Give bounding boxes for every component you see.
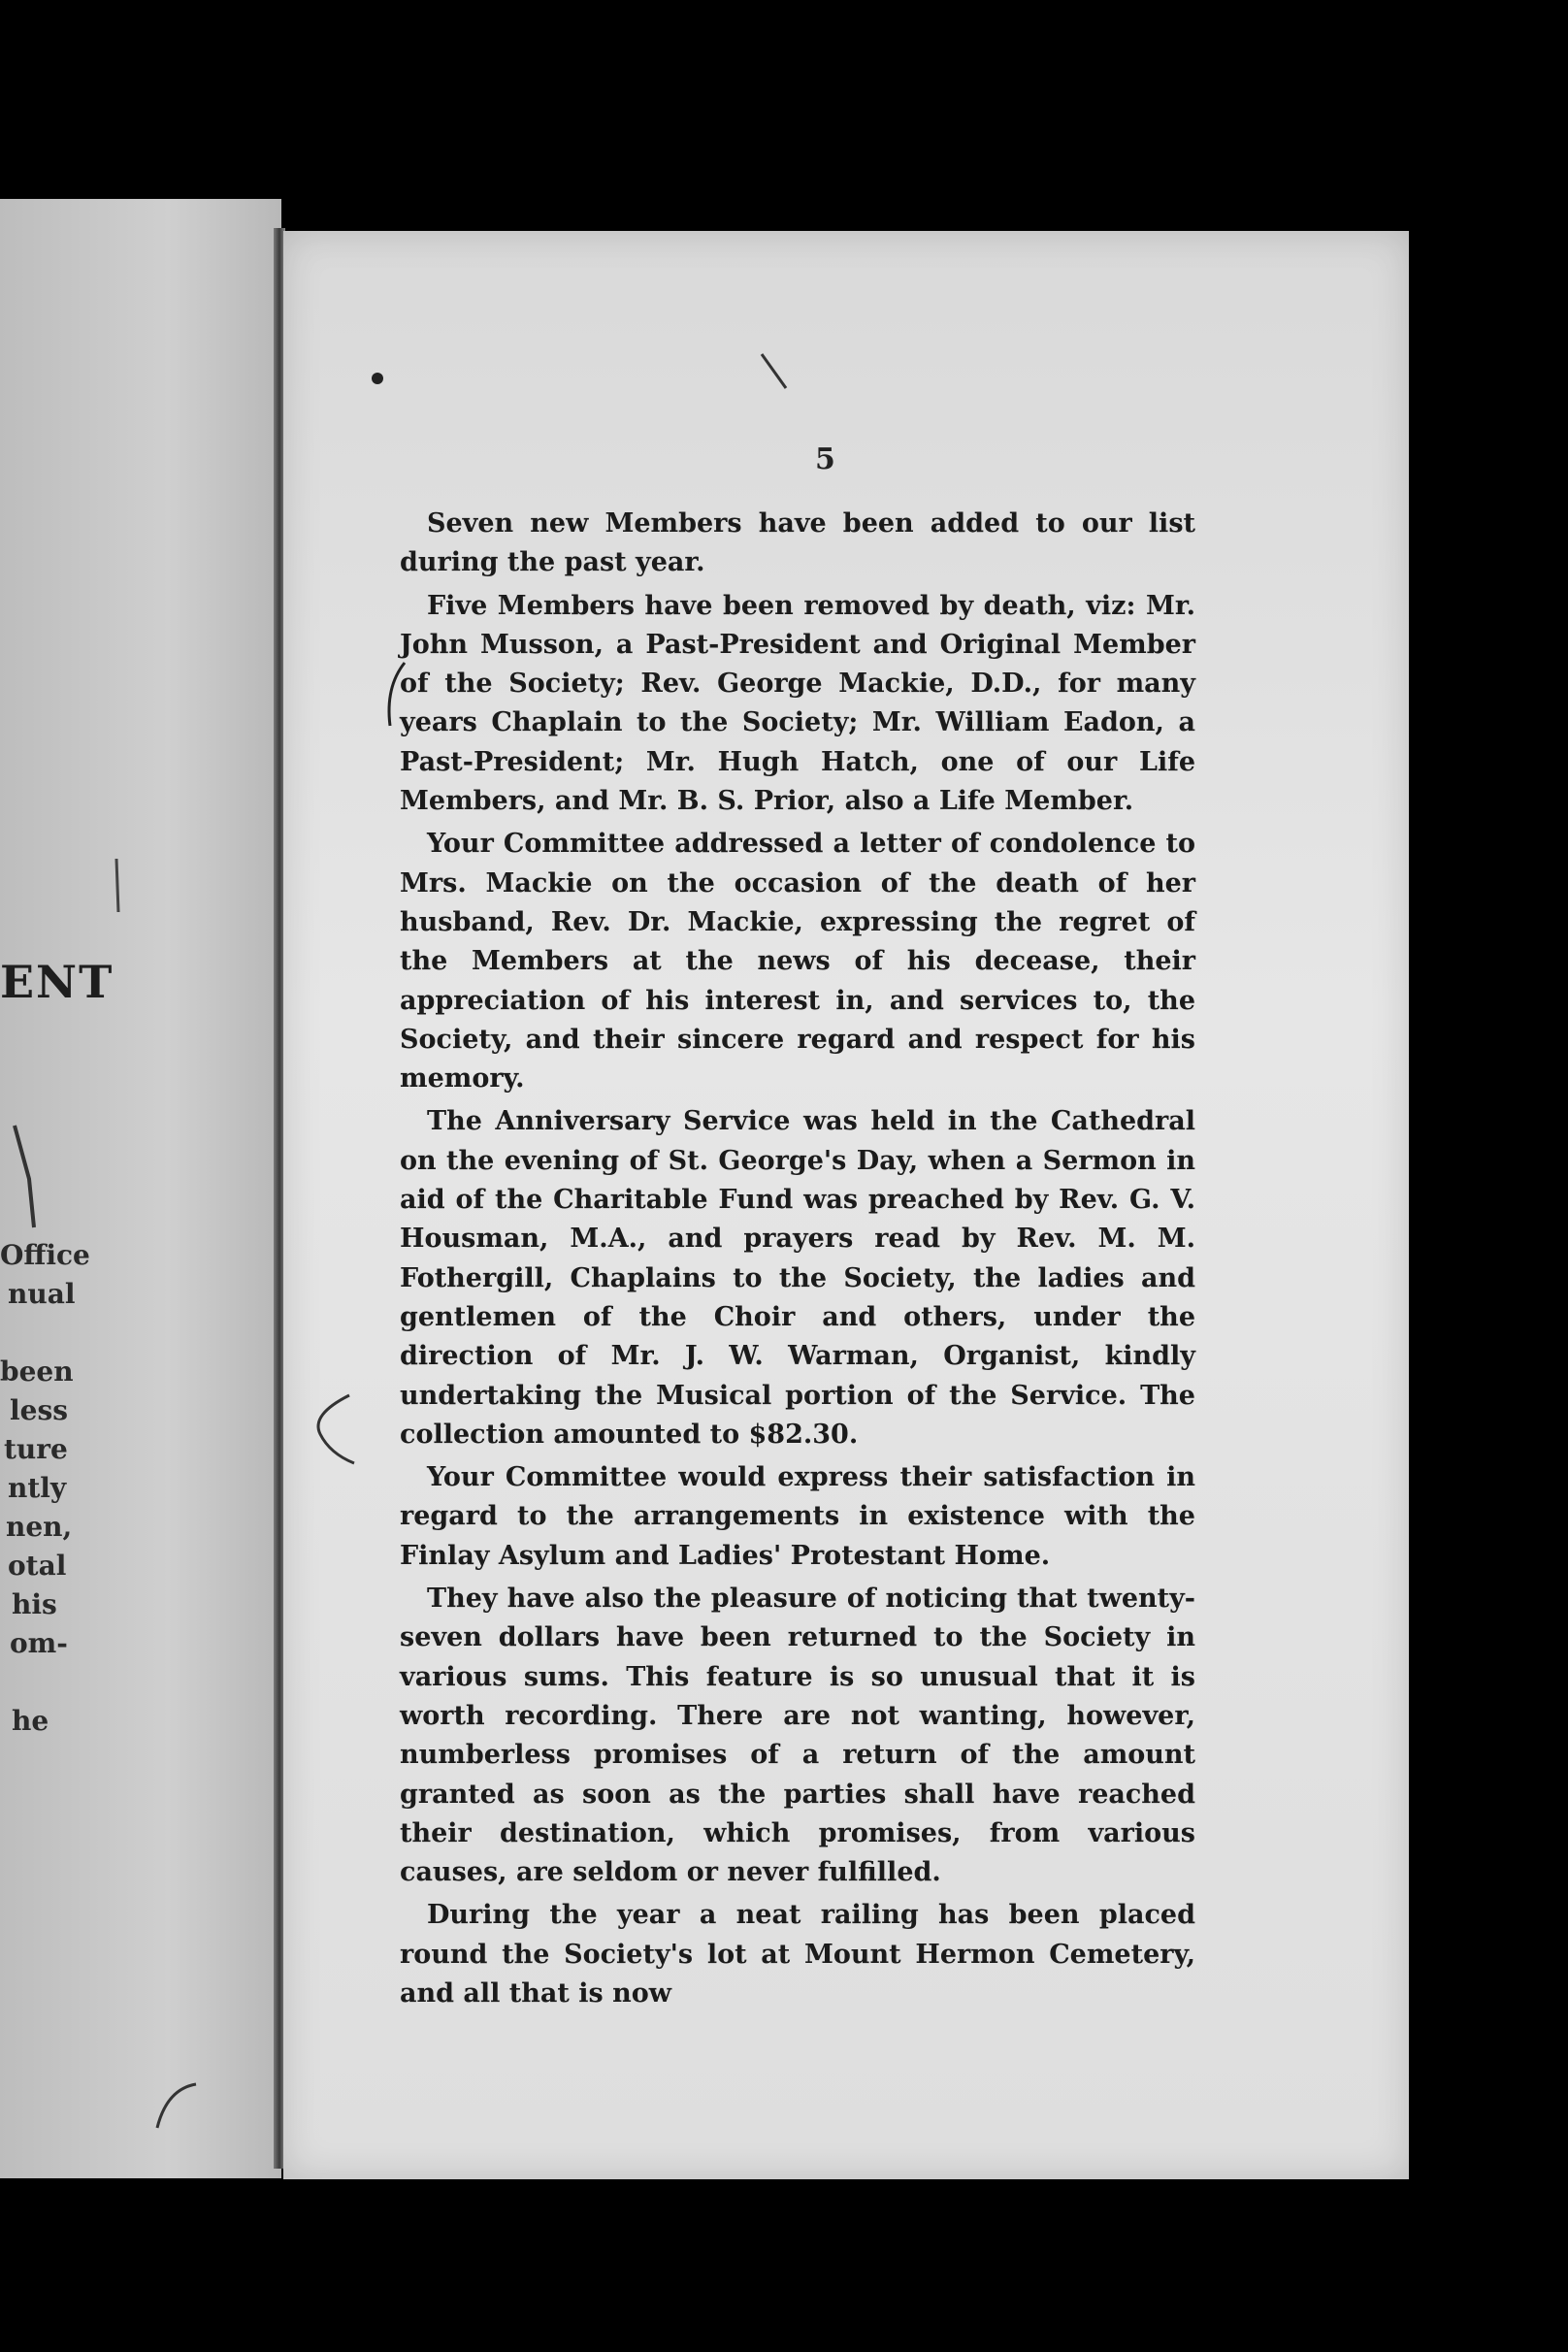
paragraph: Seven new Members have been added to our list during the past year. — [400, 508, 1195, 578]
pencil-mark — [757, 349, 796, 398]
ink-spot — [366, 365, 395, 394]
bracket-mark — [147, 2074, 206, 2133]
pencil-mark — [107, 859, 126, 917]
pencil-mark — [10, 1121, 68, 1237]
paragraph: The Anniversary Service was held in the Cathedral on the evening of St. George's Day, when a Sermon in aid of the Charitable Fund was preached by Rev. G. V. Housman, M.A., and prayers read by Rev. M. M. Fothergill, Chaplains to the Society, the ladies and gentlemen of the Choir and others, under the direction of Mr. J. W. Warman, Organist, kindly undertaking the Musical portion of the Service. The collection amounted to $82.30. — [400, 1106, 1195, 1450]
body-text — [400, 505, 1195, 2013]
paragraph: Your Committee would express their satisfaction in regard to the arrangements in existence with the Finlay Asylum and Ladies' Protestant Home. — [400, 1462, 1195, 1571]
left-fragment: om- — [10, 1627, 68, 1659]
left-fragment: nual — [8, 1278, 76, 1310]
left-fragment: ture — [4, 1433, 68, 1465]
paragraph: Your Committee addressed a letter of condolence to Mrs. Mackie on the occasion of the death of her husband, Rev. Dr. Mackie, expressing the regret of the Members at the news of his decease, their appreciation of his interest in, and services to, the Society, and their sincere regard and respect for his memory. — [400, 829, 1195, 1094]
left-page — [0, 199, 281, 2178]
paragraph: During the year a neat railing has been placed round the Society's lot at Mount Hermon Cemetery, and all that is now — [400, 1900, 1195, 2009]
paragraph: They have also the pleasure of noticing that twenty-seven dollars have been returned to the Society in various sums. This feature is so unusual that it is worth recording. There are not wanting, however, numberless promises of a return of the amount granted as soon as the parties shall have reached their destination, which promises, from various causes, are seldom or never fulfilled. — [400, 1584, 1195, 1888]
left-fragment: nen, — [6, 1511, 73, 1543]
right-page — [283, 231, 1409, 2179]
left-fragment: ntly — [8, 1472, 67, 1504]
page-number: 5 — [815, 442, 835, 476]
left-fragment: Office — [0, 1239, 90, 1271]
left-fragment: been — [0, 1356, 74, 1388]
bracket-mark — [301, 1386, 359, 1473]
left-heading-fragment: ENT — [0, 956, 114, 1008]
paragraph: Five Members have been removed by death, viz: Mr. John Musson, a Past-President and Original Member of the Society; Rev. George Mackie, D.D., for many years Chaplain to the Society; Mr. William Eadon, a Past-President; Mr. Hugh Hatch, one of our Life Members, and Mr. B. S. Prior, also a Life Member. — [400, 590, 1195, 817]
left-fragment: less — [10, 1394, 68, 1426]
left-fragment: he — [12, 1705, 49, 1737]
left-fragment: otal — [8, 1550, 67, 1582]
left-fragment: his — [12, 1588, 57, 1620]
